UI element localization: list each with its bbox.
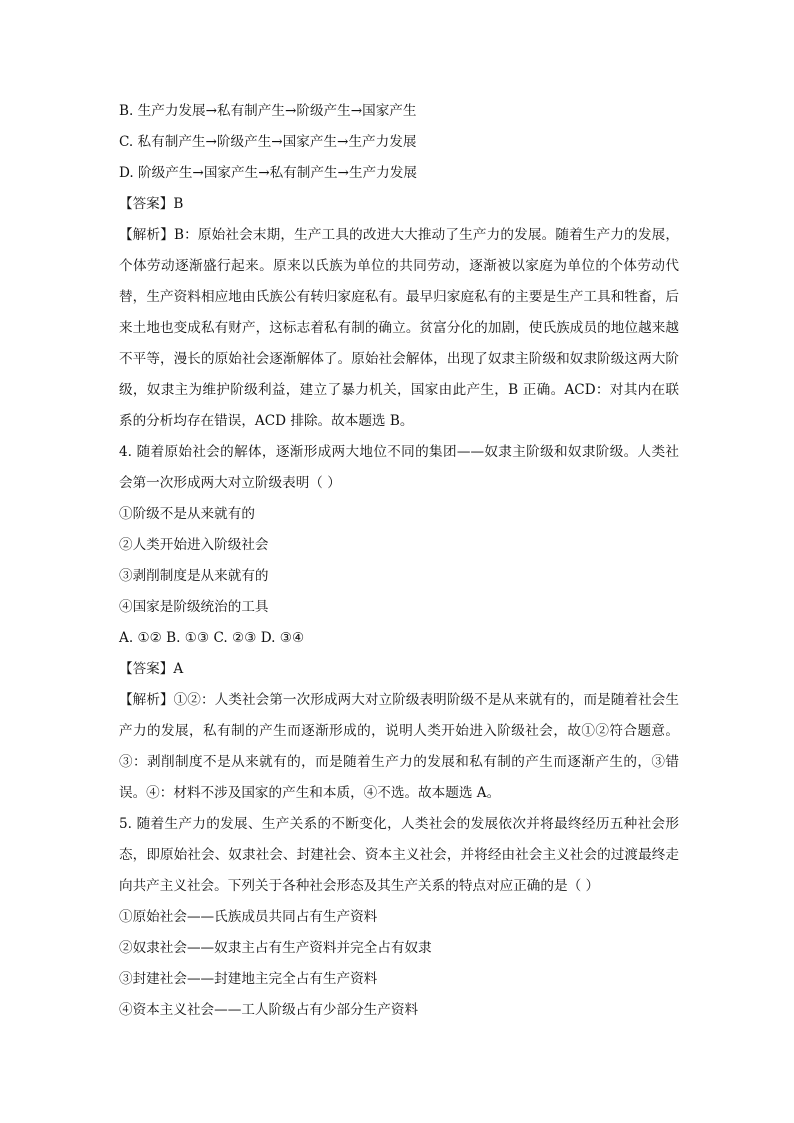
q4-analysis: 【解析】①②：人类社会第一次形成两大对立阶级表明阶级不是从来就有的，而是随着社会生产力的发展，私有制的产生而逐渐形成的，说明人类开始进入阶级社会，故①②符合题意。③：剥削制度不是从来就有的，而是随着生产力的发展和私有制的产生而逐渐产生的，③错误。④：材料不涉及国家的产生和本质，④不选。故本题选 A。: [119, 692, 679, 801]
q4-item-1: ①阶级不是从来就有的: [119, 506, 255, 522]
q5-stem: 5. 随着生产力的发展、生产关系的不断变化，人类社会的发展依次并将最终经历五种社会形态，即原始社会、奴隶社会、封建社会、资本主义社会，并将经由社会主义社会的过渡最终走向共产主义社会。下列关于各种社会形态及其生产关系的特点对应正确的是（ ）: [119, 816, 679, 894]
q3-analysis: 【解析】B：原始社会末期，生产工具的改进大大推动了生产力的发展。随着生产力的发展，个体劳动逐渐盛行起来。原来以氏族为单位的共同劳动，逐渐被以家庭为单位的个体劳动代替，生产资料相应地由氏族公有转归家庭私有。最早归家庭私有的主要是生产工具和牲畜，后来土地也变成私有财产，这标志着私有制的确立。贫富分化的加剧，使氏族成员的地位越来越不平等，漫长的原始社会逐渐解体了。原始社会解体，出现了奴隶主阶级和奴隶阶级这两大阶级，奴隶主为维护阶级利益，建立了暴力机关，国家由此产生，B 正确。ACD：对其内在联系的分析均存在错误，ACD 排除。故本题选 B。: [119, 227, 679, 429]
q4-stem: 4. 随着原始社会的解体，逐渐形成两大地位不同的集团——奴隶主阶级和奴隶阶级。人类社会第一次形成两大对立阶级表明（ ）: [119, 444, 679, 491]
q5-item-1: ①原始社会——氏族成员共同占有生产资料: [119, 909, 378, 925]
q5-item-4: ④资本主义社会——工人阶级占有少部分生产资料: [119, 1002, 419, 1018]
q4-item-2: ②人类开始进入阶级社会: [119, 537, 269, 553]
q4-options: A. ①② B. ①③ C. ②③ D. ③④: [119, 630, 305, 646]
q4-item-3: ③剥削制度是从来就有的: [119, 568, 269, 584]
q4-answer: 【答案】A: [119, 661, 184, 677]
q4-item-4: ④国家是阶级统治的工具: [119, 599, 269, 615]
document-page: [119, 96, 679, 1026]
q5-item-3: ③封建社会——封建地主完全占有生产资料: [119, 971, 378, 987]
q5-item-2: ②奴隶社会——奴隶主占有生产资料并完全占有奴隶: [119, 940, 432, 956]
q3-option-b: B. 生产力发展→私有制产生→阶级产生→国家产生: [119, 103, 417, 119]
q3-option-d: D. 阶级产生→国家产生→私有制产生→生产力发展: [119, 165, 417, 181]
q3-answer: 【答案】B: [119, 196, 184, 212]
q3-option-c: C. 私有制产生→阶级产生→国家产生→生产力发展: [119, 134, 417, 150]
